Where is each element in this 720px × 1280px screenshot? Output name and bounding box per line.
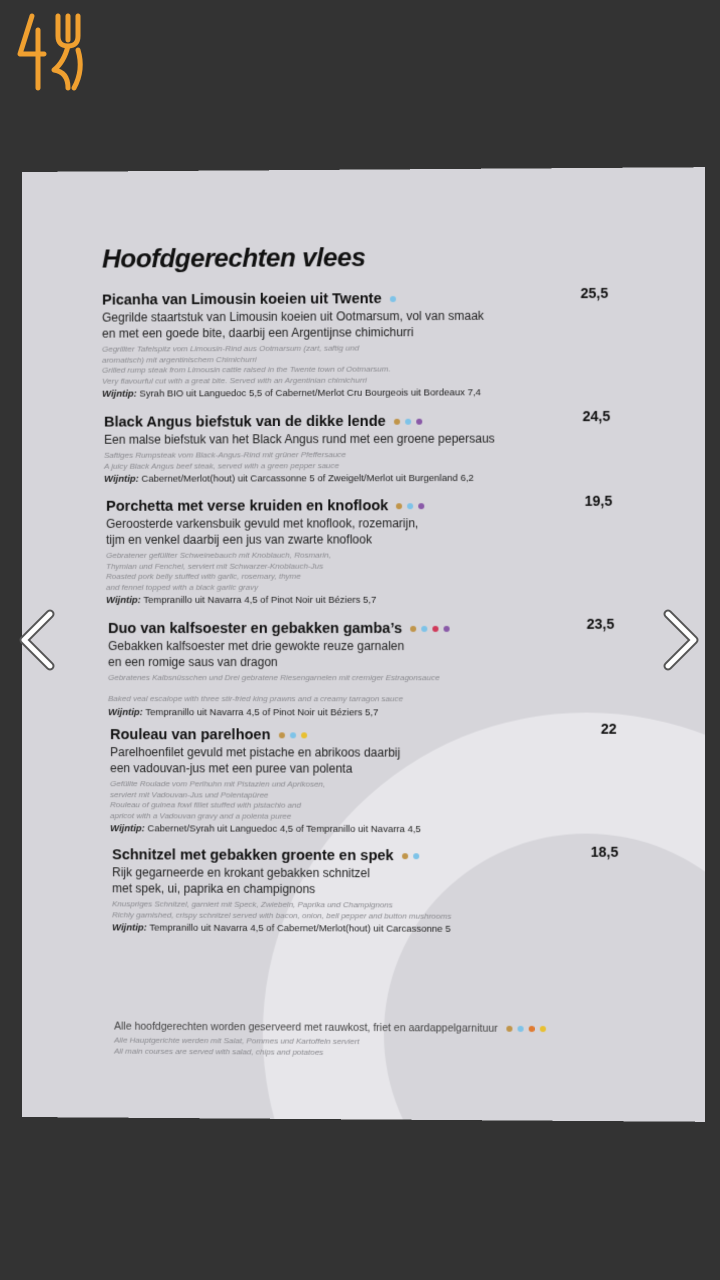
dish-price: 18,5 (590, 843, 619, 860)
wine-tip-text: Tempranillo uit Navarra 4,5 of Pinot Noir uit Béziers 5,7 (140, 594, 377, 607)
dish-price: 24,5 (582, 407, 611, 425)
wine-tip (110, 823, 635, 836)
wine-tip-label: Wijntip: (112, 922, 147, 934)
dish-name (112, 843, 637, 866)
allergen-dot (416, 419, 422, 425)
allergen-dot (301, 733, 307, 739)
allergen-dot (278, 733, 284, 739)
dish-translation: Gebratener gefüllter Schweinebauch mit Knoblauch, Rosmarin, Thymian und Fenchel, serviert mit Schwarzer-Knoblauch-Jus Roasted pork belly stuffed with garlic, rosemary, thyme and fennel topped with a black garlic gravy (106, 550, 332, 592)
allergen-dots (390, 290, 401, 308)
dish-name-text: Picanha van Limousin koeien uit Twente (102, 291, 382, 309)
dish-name-text: Black Angus biefstuk van de dikke lende (104, 413, 386, 431)
wine-tip-text: Cabernet/Merlot(hout) uit Carcassonne 5 of Zweigelt/Merlot uit Burgenland 6,2 (138, 473, 474, 485)
dish-description: Gebakken kalfsoester met drie gewokte reuze garnalen en een romige saus van dragon (108, 639, 405, 670)
allergen-dots (396, 497, 429, 515)
dish-name-text: Schnitzel met gebakken groente en spek (112, 847, 394, 865)
wine-tip-text: Cabernet/Syrah uit Languedoc 4,5 of Tempranillo uit Navarra 4,5 (144, 823, 421, 836)
page-title: Hoofdgerechten vlees (102, 241, 366, 274)
allergen-dot (290, 733, 296, 739)
wine-tip (106, 595, 631, 606)
allergen-dot (410, 626, 416, 632)
dish-translation: Knuspriges Schnitzel, garniert mit Speck, Zwiebeln, Paprika und Champignons Richly garnished, crispy schnitzel served with bacon, onion, bell pepper and button mushrooms (112, 899, 452, 921)
dish-name-text: Rouleau van parelhoen (110, 727, 271, 744)
wine-tip (108, 707, 633, 719)
menu-item (112, 843, 637, 936)
menu-item (110, 726, 635, 836)
allergen-dots (410, 620, 455, 638)
allergen-dot (408, 504, 414, 510)
allergen-dot (419, 503, 425, 509)
wine-tip-text: Syrah BIO uit Languedoc 5,5 of Cabernet/Merlot Cru Bourgeois uit Bordeaux 7,4 (136, 387, 481, 400)
allergen-dots (402, 847, 424, 865)
footer-translation: Alle Hauptgerichte werden mit Salat, Pommes und Kartoffeln serviert All main courses are served with salad, chips and potatoes (114, 1035, 360, 1057)
dish-translation: Gefüllte Roulade vom Perlhuhn mit Pistazien und Aprikosen, serviert mit Vadouvan-Jus und Polentapüree Rouleau of guinea fowl fillet stuffed with pistachio and apricot with a Vadouvan gravy and a polenta puree (110, 779, 326, 821)
allergen-dots (278, 726, 311, 744)
dish-translation: Saftiges Rumpsteak vom Black-Angus-Rind mit grüner Pfeffersauce A juicy Black Angus beef steak, served with a green pepper sauce (104, 450, 347, 471)
dish-price: 22 (600, 720, 617, 737)
dish-name (108, 620, 633, 638)
footer-note-text: Alle hoofdgerechten worden geserveerd met rauwkost, friet en aardappelgarnituur (114, 1020, 498, 1035)
wine-tip (102, 387, 627, 400)
dish-description: Rijk gegarneerde en krokant gebakken schnitzel met spek, ui, paprika en champignons (112, 865, 370, 897)
menu-item (108, 620, 633, 719)
dish-description: Geroosterde varkensbuik gevuld met knoflook, rozemarijn, tijm en venkel daarbij een jus van zwarte knoflook (106, 516, 419, 548)
allergen-dot (432, 626, 438, 632)
dish-translation: Gegrillter Tafelspitz vom Limousin-Rind aus Ootmarsum (zart, saftig und aromatisch) mit argentinischem Chimichurri Grilled rump steak from Limousin cattle raised in the Twente town of Ootmarsum. Very flavourful cut with a great bite. Served with an Argentinian chimichurri (102, 343, 391, 386)
wine-tip-text: Tempranillo uit Navarra 4,5 of Cabernet/Merlot(hout) uit Carcassonne 5 (146, 922, 451, 936)
dish-name-text: Porchetta met verse kruiden en knoflook (106, 498, 389, 515)
wine-tip-label: Wijntip: (110, 823, 145, 835)
allergen-dot (402, 854, 408, 860)
allergen-dot (517, 1026, 523, 1032)
dish-translation: Gebratenes Kalbsnüsschen und Drei gebratene Riesengarnelen mit cremiger Estragonsauce Baked veal escalope with three stir-fried king prawns and a creamy tarragon sauce (108, 673, 440, 704)
fork-knife-logo-icon (14, 10, 90, 94)
menu-item (104, 412, 629, 485)
allergen-dot (444, 626, 450, 632)
restaurant-logo (14, 10, 90, 94)
dish-name (110, 726, 635, 745)
dish-description: Een malse biefstuk van het Black Angus rund met een groene pepersaus (104, 431, 495, 447)
menu-footer (114, 1021, 680, 1061)
allergen-dot (405, 419, 411, 425)
allergen-dot (396, 504, 402, 510)
wine-tip (104, 473, 629, 485)
dish-name (106, 497, 631, 516)
allergen-dot (528, 1026, 534, 1032)
wine-tip-label: Wijntip: (108, 706, 143, 718)
wine-tip-label: Wijntip: (102, 388, 137, 400)
previous-page-button[interactable] (12, 608, 72, 672)
dish-name-text: Duo van kalfsoester en gebakken gamba’s (108, 620, 403, 637)
allergen-dot (506, 1026, 512, 1032)
dish-price: 25,5 (580, 284, 609, 302)
menu-item (102, 289, 627, 400)
wine-tip-label: Wijntip: (106, 595, 141, 607)
allergen-dot (413, 854, 419, 860)
menu-content (22, 167, 705, 1122)
wine-tip (112, 923, 637, 936)
next-page-button[interactable] (650, 608, 710, 672)
allergen-dot (390, 296, 396, 302)
wine-tip-text: Tempranillo uit Navarra 4,5 of Pinot Noir uit Béziers 5,7 (142, 706, 379, 719)
dish-price: 19,5 (584, 492, 613, 509)
menu-item (106, 497, 631, 606)
menu-page (22, 167, 705, 1122)
allergen-dot (421, 626, 427, 632)
allergen-dot (539, 1026, 545, 1032)
allergen-dot (394, 419, 400, 425)
dish-description: Gegrilde staartstuk van Limousin koeien uit Ootmarsum, vol van smaak en met een goede bite, daarbij een Argentijnse chimichurri (102, 308, 484, 341)
chevron-left-icon (12, 608, 72, 672)
chevron-right-icon (650, 608, 710, 672)
allergen-dots (506, 1023, 551, 1035)
dish-price: 23,5 (586, 615, 615, 632)
dish-name (104, 412, 629, 432)
footer-note (114, 1021, 680, 1037)
dish-description: Parelhoenfilet gevuld met pistache en abrikoos daarbij een vadouvan-jus met een puree van polenta (110, 745, 401, 776)
allergen-dots (394, 413, 427, 431)
wine-tip-label: Wijntip: (104, 473, 139, 485)
